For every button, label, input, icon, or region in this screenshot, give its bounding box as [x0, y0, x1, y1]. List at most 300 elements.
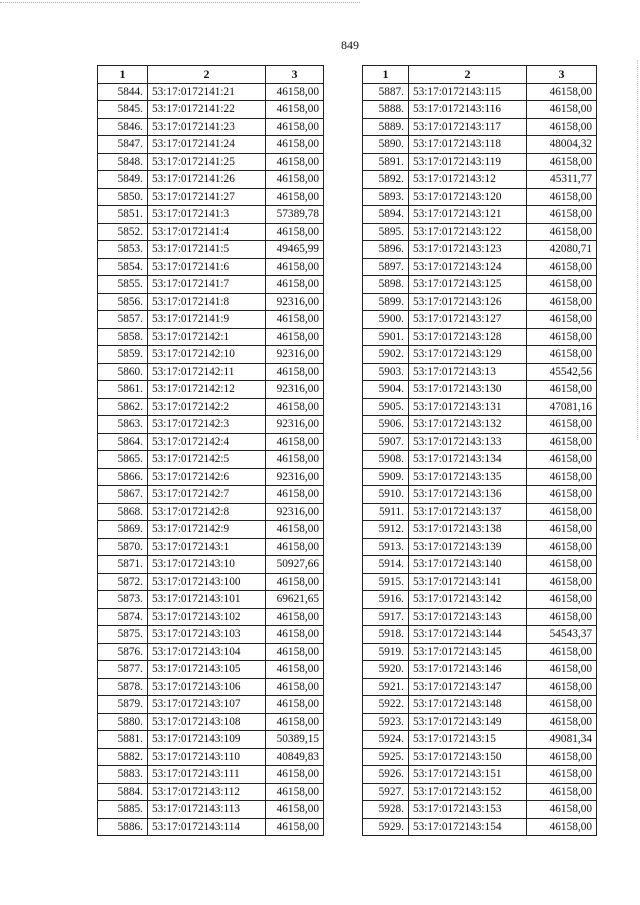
cadastral-value: 46158,00: [527, 118, 597, 136]
header-col-1: 1: [363, 66, 409, 84]
cadastral-number: 53:17:0172141:27: [148, 188, 266, 206]
table-row: [363, 311, 597, 329]
cadastral-value: 46158,00: [527, 293, 597, 311]
table-row: [363, 118, 597, 136]
table-row: [363, 328, 597, 346]
cadastral-number: 53:17:0172143:13: [409, 363, 527, 381]
table-row: [363, 678, 597, 696]
row-number: 5854.: [98, 258, 148, 276]
row-number: 5925.: [363, 748, 409, 766]
table-row: [98, 416, 324, 434]
row-number: 5879.: [98, 696, 148, 714]
table-row: [98, 661, 324, 679]
cadastral-value: 57389,78: [266, 206, 324, 224]
table-row: [363, 276, 597, 294]
table-row: [363, 538, 597, 556]
cadastral-number: 53:17:0172142:2: [148, 398, 266, 416]
cadastral-number: 53:17:0172141:21: [148, 83, 266, 101]
table-body-right: [363, 83, 597, 836]
cadastral-value: 46158,00: [266, 153, 324, 171]
cadastral-number: 53:17:0172143:130: [409, 381, 527, 399]
cadastral-value: 46158,00: [527, 101, 597, 119]
row-number: 5898.: [363, 276, 409, 294]
table-row: [363, 381, 597, 399]
row-number: 5875.: [98, 626, 148, 644]
row-number: 5920.: [363, 661, 409, 679]
row-number: 5885.: [98, 801, 148, 819]
table-row: [98, 713, 324, 731]
cadastral-number: 53:17:0172143:153: [409, 801, 527, 819]
row-number: 5881.: [98, 731, 148, 749]
row-number: 5906.: [363, 416, 409, 434]
cadastral-value: 46158,00: [527, 521, 597, 539]
cadastral-number: 53:17:0172142:10: [148, 346, 266, 364]
cadastral-value: 46158,00: [266, 118, 324, 136]
row-number: 5871.: [98, 556, 148, 574]
cadastral-value: 45542,56: [527, 363, 597, 381]
cadastral-number: 53:17:0172143:138: [409, 521, 527, 539]
cadastral-number: 53:17:0172143:152: [409, 783, 527, 801]
cadastral-number: 53:17:0172143:134: [409, 451, 527, 469]
cadastral-value: 46158,00: [527, 328, 597, 346]
cadastral-number: 53:17:0172143:146: [409, 661, 527, 679]
cadastral-number: 53:17:0172141:26: [148, 171, 266, 189]
cadastral-value: 46158,00: [266, 451, 324, 469]
cadastral-value: 46158,00: [527, 678, 597, 696]
table-row: [363, 573, 597, 591]
table-row: [98, 521, 324, 539]
cadastral-value: 46158,00: [527, 713, 597, 731]
cadastral-number: 53:17:0172142:6: [148, 468, 266, 486]
cadastral-number: 53:17:0172143:110: [148, 748, 266, 766]
cadastral-number: 53:17:0172143:154: [409, 818, 527, 836]
row-number: 5859.: [98, 346, 148, 364]
table-row: [363, 713, 597, 731]
scan-top-edge: [0, 2, 360, 3]
row-number: 5857.: [98, 311, 148, 329]
row-number: 5851.: [98, 206, 148, 224]
table-row: [98, 153, 324, 171]
cadastral-value: 46158,00: [266, 258, 324, 276]
row-number: 5884.: [98, 783, 148, 801]
cadastral-value: 46158,00: [266, 818, 324, 836]
table-row: [98, 643, 324, 661]
cadastral-value: 46158,00: [527, 801, 597, 819]
cadastral-number: 53:17:0172143:105: [148, 661, 266, 679]
cadastral-value: 46158,00: [266, 83, 324, 101]
cadastral-number: 53:17:0172143:114: [148, 818, 266, 836]
row-number: 5856.: [98, 293, 148, 311]
cadastral-number: 53:17:0172143:126: [409, 293, 527, 311]
cadastral-value: 46158,00: [266, 136, 324, 154]
row-number: 5845.: [98, 101, 148, 119]
table-row: [98, 608, 324, 626]
table-row: [363, 818, 597, 836]
cadastral-value: 92316,00: [266, 468, 324, 486]
cadastral-value: 46158,00: [266, 363, 324, 381]
cadastral-value: 46158,00: [527, 783, 597, 801]
row-number: 5849.: [98, 171, 148, 189]
cadastral-number: 53:17:0172143:116: [409, 101, 527, 119]
cadastral-number: 53:17:0172141:22: [148, 101, 266, 119]
register-table-right: [362, 65, 597, 836]
row-number: 5917.: [363, 608, 409, 626]
row-number: 5869.: [98, 521, 148, 539]
table-row: [98, 311, 324, 329]
row-number: 5907.: [363, 433, 409, 451]
table-row: [98, 818, 324, 836]
cadastral-value: 46158,00: [266, 608, 324, 626]
cadastral-number: 53:17:0172142:8: [148, 503, 266, 521]
cadastral-number: 53:17:0172143:132: [409, 416, 527, 434]
cadastral-value: 92316,00: [266, 381, 324, 399]
cadastral-value: 54543,37: [527, 626, 597, 644]
cadastral-number: 53:17:0172143:141: [409, 573, 527, 591]
row-number: 5862.: [98, 398, 148, 416]
table-row: [98, 223, 324, 241]
cadastral-number: 53:17:0172143:144: [409, 626, 527, 644]
row-number: 5852.: [98, 223, 148, 241]
cadastral-number: 53:17:0172141:7: [148, 276, 266, 294]
row-number: 5921.: [363, 678, 409, 696]
row-number: 5913.: [363, 538, 409, 556]
cadastral-number: 53:17:0172143:137: [409, 503, 527, 521]
row-number: 5893.: [363, 188, 409, 206]
row-number: 5903.: [363, 363, 409, 381]
cadastral-number: 53:17:0172141:4: [148, 223, 266, 241]
table-row: [98, 486, 324, 504]
table-header-row: [98, 66, 324, 84]
cadastral-number: 53:17:0172143:145: [409, 643, 527, 661]
cadastral-value: 46158,00: [266, 801, 324, 819]
row-number: 5860.: [98, 363, 148, 381]
cadastral-value: 46158,00: [266, 713, 324, 731]
row-number: 5876.: [98, 643, 148, 661]
row-number: 5919.: [363, 643, 409, 661]
row-number: 5892.: [363, 171, 409, 189]
cadastral-number: 53:17:0172143:143: [409, 608, 527, 626]
cadastral-number: 53:17:0172142:9: [148, 521, 266, 539]
table-row: [98, 276, 324, 294]
table-row: [363, 241, 597, 259]
cadastral-number: 53:17:0172141:23: [148, 118, 266, 136]
row-number: 5902.: [363, 346, 409, 364]
cadastral-value: 42080,71: [527, 241, 597, 259]
row-number: 5858.: [98, 328, 148, 346]
table-row: [98, 783, 324, 801]
table-row: [98, 696, 324, 714]
cadastral-number: 53:17:0172141:8: [148, 293, 266, 311]
table-row: [98, 398, 324, 416]
table-row: [363, 801, 597, 819]
row-number: 5873.: [98, 591, 148, 609]
cadastral-number: 53:17:0172143:122: [409, 223, 527, 241]
cadastral-number: 53:17:0172143:104: [148, 643, 266, 661]
cadastral-value: 46158,00: [266, 643, 324, 661]
row-number: 5867.: [98, 486, 148, 504]
table-row: [98, 678, 324, 696]
row-number: 5848.: [98, 153, 148, 171]
row-number: 5912.: [363, 521, 409, 539]
row-number: 5901.: [363, 328, 409, 346]
cadastral-value: 46158,00: [527, 83, 597, 101]
cadastral-value: 50927,66: [266, 556, 324, 574]
row-number: 5870.: [98, 538, 148, 556]
header-col-1: 1: [98, 66, 148, 84]
table-row: [98, 188, 324, 206]
row-number: 5866.: [98, 468, 148, 486]
table-row: [98, 346, 324, 364]
table-row: [363, 626, 597, 644]
table-row: [98, 101, 324, 119]
table-row: [98, 328, 324, 346]
cadastral-number: 53:17:0172141:25: [148, 153, 266, 171]
table-row: [363, 591, 597, 609]
cadastral-value: 46158,00: [266, 171, 324, 189]
row-number: 5915.: [363, 573, 409, 591]
cadastral-value: 46158,00: [266, 521, 324, 539]
table-row: [363, 521, 597, 539]
row-number: 5874.: [98, 608, 148, 626]
table-row: [363, 468, 597, 486]
cadastral-number: 53:17:0172143:102: [148, 608, 266, 626]
cadastral-number: 53:17:0172143:125: [409, 276, 527, 294]
cadastral-value: 46158,00: [266, 626, 324, 644]
cadastral-number: 53:17:0172143:10: [148, 556, 266, 574]
table-row: [363, 136, 597, 154]
table-row: [98, 731, 324, 749]
row-number: 5910.: [363, 486, 409, 504]
cadastral-value: 46158,00: [266, 328, 324, 346]
cadastral-value: 46158,00: [527, 818, 597, 836]
row-number: 5877.: [98, 661, 148, 679]
table-row: [98, 801, 324, 819]
row-number: 5916.: [363, 591, 409, 609]
row-number: 5847.: [98, 136, 148, 154]
row-number: 5887.: [363, 83, 409, 101]
cadastral-number: 53:17:0172143:129: [409, 346, 527, 364]
row-number: 5888.: [363, 101, 409, 119]
table-row: [98, 118, 324, 136]
table-row: [363, 556, 597, 574]
table-row: [363, 783, 597, 801]
register-table-left: [97, 65, 324, 836]
table-row: [98, 573, 324, 591]
cadastral-number: 53:17:0172143:124: [409, 258, 527, 276]
table-row: [98, 241, 324, 259]
cadastral-value: 46158,00: [266, 538, 324, 556]
cadastral-value: 92316,00: [266, 503, 324, 521]
table-row: [363, 748, 597, 766]
table-row: [98, 538, 324, 556]
row-number: 5865.: [98, 451, 148, 469]
row-number: 5891.: [363, 153, 409, 171]
cadastral-value: 46158,00: [527, 276, 597, 294]
cadastral-number: 53:17:0172143:109: [148, 731, 266, 749]
cadastral-number: 53:17:0172143:100: [148, 573, 266, 591]
cadastral-value: 48004,32: [527, 136, 597, 154]
row-number: 5911.: [363, 503, 409, 521]
row-number: 5897.: [363, 258, 409, 276]
row-number: 5864.: [98, 433, 148, 451]
table-row: [363, 293, 597, 311]
table-row: [98, 206, 324, 224]
row-number: 5883.: [98, 766, 148, 784]
page-number: 849: [341, 38, 359, 52]
table-row: [363, 503, 597, 521]
scan-right-edge: [631, 60, 638, 440]
cadastral-value: 92316,00: [266, 293, 324, 311]
cadastral-number: 53:17:0172143:135: [409, 468, 527, 486]
table-row: [363, 398, 597, 416]
cadastral-number: 53:17:0172143:108: [148, 713, 266, 731]
table-row: [363, 223, 597, 241]
row-number: 5863.: [98, 416, 148, 434]
cadastral-number: 53:17:0172142:4: [148, 433, 266, 451]
cadastral-number: 53:17:0172143:127: [409, 311, 527, 329]
cadastral-value: 40849,83: [266, 748, 324, 766]
cadastral-number: 53:17:0172143:149: [409, 713, 527, 731]
cadastral-value: 46158,00: [527, 643, 597, 661]
row-number: 5855.: [98, 276, 148, 294]
cadastral-number: 53:17:0172143:121: [409, 206, 527, 224]
cadastral-value: 46158,00: [266, 311, 324, 329]
table-row: [363, 766, 597, 784]
row-number: 5908.: [363, 451, 409, 469]
table-row: [98, 83, 324, 101]
cadastral-number: 53:17:0172143:112: [148, 783, 266, 801]
row-number: 5846.: [98, 118, 148, 136]
row-number: 5872.: [98, 573, 148, 591]
cadastral-number: 53:17:0172141:9: [148, 311, 266, 329]
cadastral-number: 53:17:0172143:120: [409, 188, 527, 206]
cadastral-number: 53:17:0172143:15: [409, 731, 527, 749]
cadastral-number: 53:17:0172143:140: [409, 556, 527, 574]
table-row: [363, 416, 597, 434]
cadastral-number: 53:17:0172143:118: [409, 136, 527, 154]
cadastral-number: 53:17:0172142:12: [148, 381, 266, 399]
cadastral-value: 46158,00: [527, 311, 597, 329]
row-number: 5923.: [363, 713, 409, 731]
table-row: [363, 258, 597, 276]
cadastral-value: 46158,00: [527, 591, 597, 609]
table-row: [363, 363, 597, 381]
cadastral-value: 46158,00: [527, 573, 597, 591]
cadastral-number: 53:17:0172143:119: [409, 153, 527, 171]
table-row: [363, 346, 597, 364]
row-number: 5909.: [363, 468, 409, 486]
table-row: [363, 451, 597, 469]
cadastral-value: 46158,00: [266, 696, 324, 714]
row-number: 5896.: [363, 241, 409, 259]
row-number: 5899.: [363, 293, 409, 311]
cadastral-value: 45311,77: [527, 171, 597, 189]
row-number: 5924.: [363, 731, 409, 749]
cadastral-value: 46158,00: [266, 783, 324, 801]
table-row: [98, 451, 324, 469]
table-row: [363, 153, 597, 171]
cadastral-value: 46158,00: [527, 468, 597, 486]
header-col-2: 2: [409, 66, 527, 84]
row-number: 5918.: [363, 626, 409, 644]
header-col-3: 3: [266, 66, 324, 84]
cadastral-value: 46158,00: [266, 188, 324, 206]
cadastral-number: 53:17:0172143:136: [409, 486, 527, 504]
cadastral-value: 46158,00: [527, 381, 597, 399]
cadastral-number: 53:17:0172143:111: [148, 766, 266, 784]
cadastral-number: 53:17:0172143:117: [409, 118, 527, 136]
table-body-left: [98, 83, 324, 836]
table-row: [98, 258, 324, 276]
table-row: [98, 556, 324, 574]
table-row: [98, 171, 324, 189]
cadastral-value: 46158,00: [527, 503, 597, 521]
cadastral-value: 46158,00: [527, 608, 597, 626]
table-row: [363, 643, 597, 661]
cadastral-value: 46158,00: [266, 101, 324, 119]
table-row: [98, 748, 324, 766]
row-number: 5914.: [363, 556, 409, 574]
cadastral-number: 53:17:0172143:131: [409, 398, 527, 416]
table-row: [363, 731, 597, 749]
cadastral-value: 46158,00: [266, 486, 324, 504]
row-number: 5882.: [98, 748, 148, 766]
cadastral-value: 46158,00: [527, 661, 597, 679]
row-number: 5886.: [98, 818, 148, 836]
cadastral-number: 53:17:0172142:7: [148, 486, 266, 504]
cadastral-number: 53:17:0172141:3: [148, 206, 266, 224]
cadastral-value: 46158,00: [527, 748, 597, 766]
row-number: 5850.: [98, 188, 148, 206]
table-row: [363, 188, 597, 206]
cadastral-number: 53:17:0172143:139: [409, 538, 527, 556]
row-number: 5929.: [363, 818, 409, 836]
cadastral-number: 53:17:0172143:147: [409, 678, 527, 696]
cadastral-number: 53:17:0172143:113: [148, 801, 266, 819]
cadastral-number: 53:17:0172142:5: [148, 451, 266, 469]
row-number: 5904.: [363, 381, 409, 399]
cadastral-value: 46158,00: [527, 188, 597, 206]
cadastral-value: 46158,00: [266, 678, 324, 696]
cadastral-value: 46158,00: [527, 346, 597, 364]
cadastral-number: 53:17:0172142:11: [148, 363, 266, 381]
row-number: 5868.: [98, 503, 148, 521]
cadastral-value: 46158,00: [266, 433, 324, 451]
cadastral-value: 46158,00: [527, 258, 597, 276]
cadastral-number: 53:17:0172143:128: [409, 328, 527, 346]
table-row: [363, 171, 597, 189]
row-number: 5889.: [363, 118, 409, 136]
cadastral-number: 53:17:0172143:1: [148, 538, 266, 556]
cadastral-number: 53:17:0172143:115: [409, 83, 527, 101]
table-row: [363, 206, 597, 224]
table-row: [363, 83, 597, 101]
row-number: 5895.: [363, 223, 409, 241]
table-row: [98, 766, 324, 784]
table-header-row: [363, 66, 597, 84]
cadastral-number: 53:17:0172141:24: [148, 136, 266, 154]
table-row: [98, 468, 324, 486]
row-number: 5844.: [98, 83, 148, 101]
row-number: 5878.: [98, 678, 148, 696]
cadastral-value: 46158,00: [266, 766, 324, 784]
cadastral-number: 53:17:0172143:151: [409, 766, 527, 784]
row-number: 5853.: [98, 241, 148, 259]
cadastral-value: 46158,00: [527, 486, 597, 504]
cadastral-value: 46158,00: [527, 206, 597, 224]
table-row: [98, 591, 324, 609]
cadastral-value: 46158,00: [527, 766, 597, 784]
